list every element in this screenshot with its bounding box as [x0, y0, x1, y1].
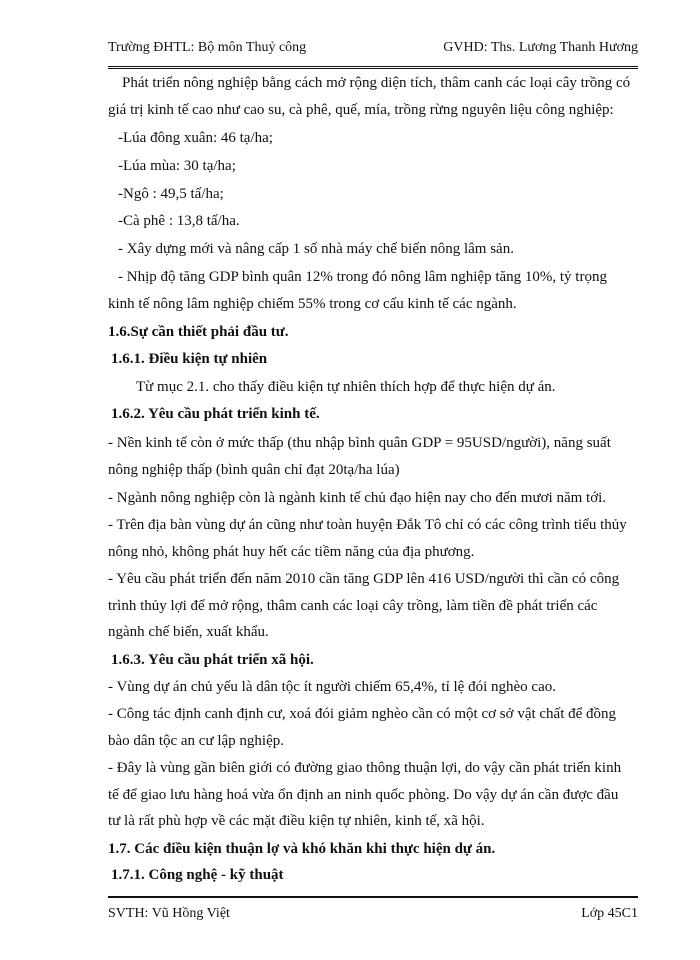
header-school: Trường ĐHTL: Bộ môn Thuỷ công — [108, 40, 307, 55]
paragraph-line: - Nhịp độ tăng GDP bình quân 12% trong đó nông lâm nghiệp tăng 10%, tỷ trọng — [118, 269, 607, 285]
paragraph-line: nông nghiệp thấp (bình quân chỉ đạt 20tạ/ha lúa) — [108, 462, 400, 478]
subsection-heading: 1.6.3. Yêu cầu phát triển xã hội. — [111, 652, 314, 668]
footer-student: SVTH: Vũ Hồng Việt — [108, 906, 230, 921]
paragraph-line: - Trên địa bàn vùng dự án cũng như toàn huyện Đắk Tô chỉ có các công trình tiểu thủy — [108, 517, 627, 533]
paragraph-line: Từ mục 2.1. cho thấy điều kiện tự nhiên thích hợp để thực hiện dự án. — [136, 379, 556, 395]
yield-item: -Lúa mùa: 30 tạ/ha; — [118, 158, 236, 174]
paragraph-line: tư là rất phù hợp về các mặt điều kiện tự nhiên, kinh tế, xã hội. — [108, 813, 485, 829]
paragraph-line: - Ngành nông nghiệp còn là ngành kinh tế chủ đạo hiện nay cho đến mươi năm tới. — [108, 490, 607, 506]
paragraph-line: kinh tế nông lâm nghiệp chiếm 55% trong cơ cấu kinh tế các ngành. — [108, 296, 517, 312]
page-header — [108, 40, 638, 69]
paragraph-line: - Công tác định canh định cư, xoá đói giảm nghèo cần có một cơ sở vật chất để đồng — [108, 706, 617, 722]
header-advisor: GVHD: Ths. Lương Thanh Hương — [443, 40, 638, 55]
yield-item: -Ngô : 49,5 tấ/ha; — [118, 186, 224, 202]
yield-item: -Cà phê : 13,8 tấ/ha. — [118, 213, 240, 229]
footer-class: Lớp 45C1 — [581, 906, 638, 921]
paragraph-line: ngành chế biến, xuất khẩu. — [108, 624, 269, 640]
paragraph-line: giá trị kinh tế cao như cao su, cà phê, quế, mía, trồng rừng nguyên liệu công nghiệp: — [108, 102, 614, 118]
paragraph-line: Phát triển nông nghiệp bằng cách mở rộng diện tích, thâm canh các loại cây trồng có — [122, 75, 631, 91]
paragraph-line: - Yêu cầu phát triển đến năm 2010 cần tăng GDP lên 416 USD/người thì cần có công — [108, 571, 620, 587]
subsection-heading: 1.6.1. Điều kiện tự nhiên — [111, 351, 268, 367]
paragraph-line: nông nhỏ, không phát huy hết các tiềm năng của địa phương. — [108, 544, 475, 560]
section-heading: 1.6.Sự cần thiết phải đầu tư. — [108, 324, 289, 340]
subsection-heading: 1.6.2. Yêu cầu phát triển kinh tế. — [111, 406, 320, 422]
paragraph-line: - Vùng dự án chủ yếu là dân tộc ít người chiếm 65,4%, tỉ lệ đói nghèo cao. — [108, 679, 556, 695]
paragraph-line: bào dân tộc an cư lập nghiệp. — [108, 733, 284, 749]
paragraph-line: - Xây dựng mới và nâng cấp 1 số nhà máy chế biến nông lâm sản. — [118, 241, 514, 257]
subsection-heading: 1.7.1. Công nghệ - kỹ thuật — [111, 867, 284, 883]
page-footer — [108, 896, 638, 924]
yield-item: -Lúa đông xuân: 46 tạ/ha; — [118, 130, 273, 146]
paragraph-line: tế để giao lưu hàng hoá vừa ổn định an ninh quốc phòng. Do vậy dự án cần được đầu — [108, 787, 619, 803]
paragraph-line: - Nền kinh tế còn ở mức thấp (thu nhập bình quân GDP = 95USD/người), năng suất — [108, 435, 611, 451]
paragraph-line: trình thủy lợi để mở rộng, thâm canh các loại cây trồng, làm tiền đề phát triển các — [108, 598, 598, 614]
paragraph-line: - Đây là vùng gần biên giới có đường giao thông thuận lợi, do vậy cần phát triển kinh — [108, 760, 622, 776]
section-heading: 1.7. Các điều kiện thuận lợ và khó khăn khi thực hiện dự án. — [108, 841, 496, 857]
